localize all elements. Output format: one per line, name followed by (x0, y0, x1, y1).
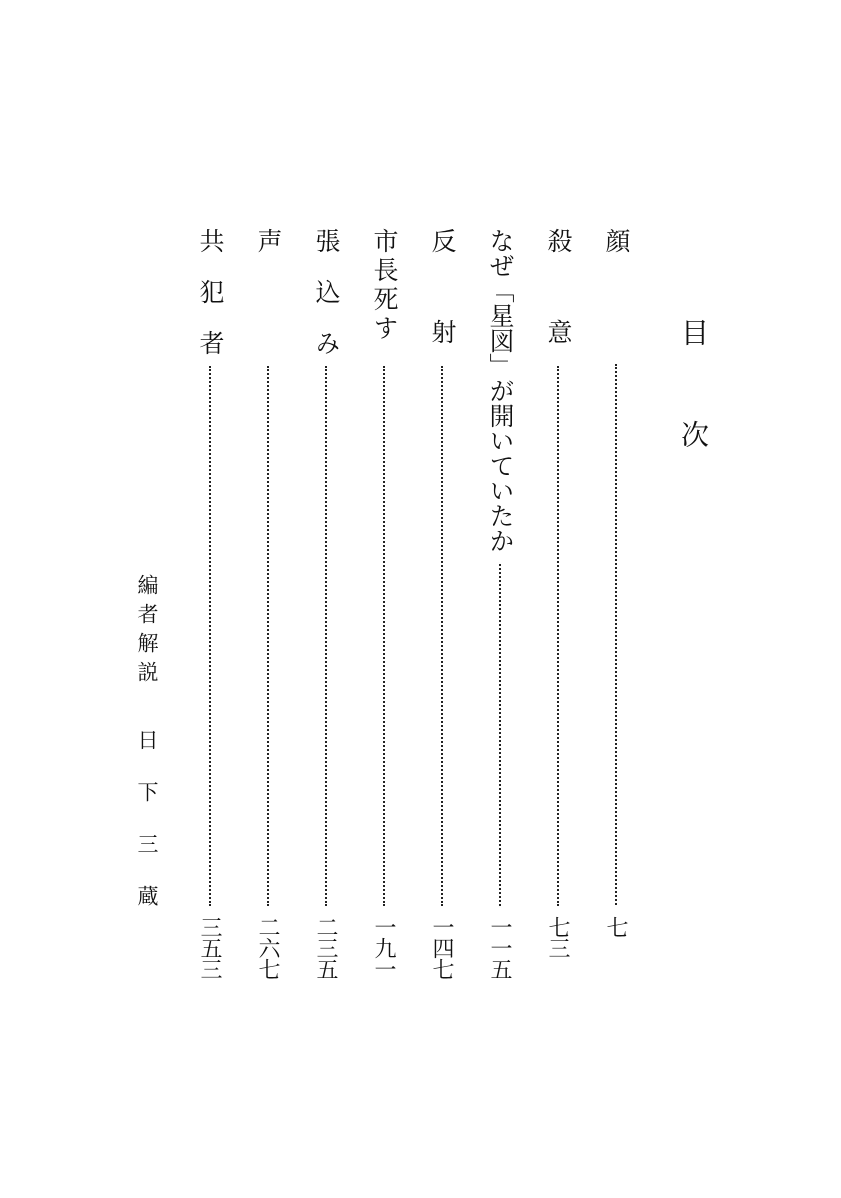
entry-title: 顔 (602, 228, 631, 265)
toc-entry-satsui[interactable] (538, 228, 578, 963)
toc-entry-kyohansha[interactable] (190, 228, 230, 979)
commentary-author: 日下三蔵 (135, 729, 159, 937)
toc-entry-shicho-shisu[interactable] (364, 228, 404, 979)
entry-title: 市長死す (370, 228, 399, 344)
leader-dots (557, 366, 559, 906)
entry-page-number: 三五三 (197, 916, 222, 979)
entry-title: 共犯者 (196, 228, 225, 381)
editor-commentary[interactable] (135, 574, 166, 937)
leader-dots (499, 564, 501, 906)
entry-page-number: 二三五 (313, 916, 338, 979)
toc-entry-hansha[interactable] (422, 228, 462, 979)
leader-dots (615, 364, 617, 905)
leader-dots (209, 366, 211, 906)
entry-page-number: 七三 (545, 916, 570, 958)
entry-page-number: 二六七 (255, 916, 280, 979)
entry-title: 張込み (312, 228, 341, 381)
leader-dots (441, 366, 443, 906)
toc-entry-koe[interactable] (248, 228, 288, 979)
leader-dots (383, 366, 385, 906)
toc-entry-harikomi[interactable] (306, 228, 346, 979)
entry-page-number: 七 (603, 916, 628, 937)
commentary-label: 編者解説 (135, 574, 159, 690)
entry-title: 声 (254, 228, 283, 265)
entry-title: 殺意 (544, 228, 573, 410)
leader-dots (267, 366, 269, 906)
entry-page-number: 一一五 (487, 916, 512, 979)
entry-page-number: 一九一 (371, 916, 396, 979)
toc-entry-kao[interactable] (596, 228, 636, 963)
leader-dots (325, 366, 327, 906)
entry-title: 反射 (428, 228, 457, 410)
entry-title: なぜ「星図」が開いていたか (486, 228, 515, 553)
toc-entry-naze-seizu[interactable] (480, 228, 520, 979)
toc-title: 目次 (677, 318, 710, 522)
entry-page-number: 一四七 (429, 916, 454, 979)
